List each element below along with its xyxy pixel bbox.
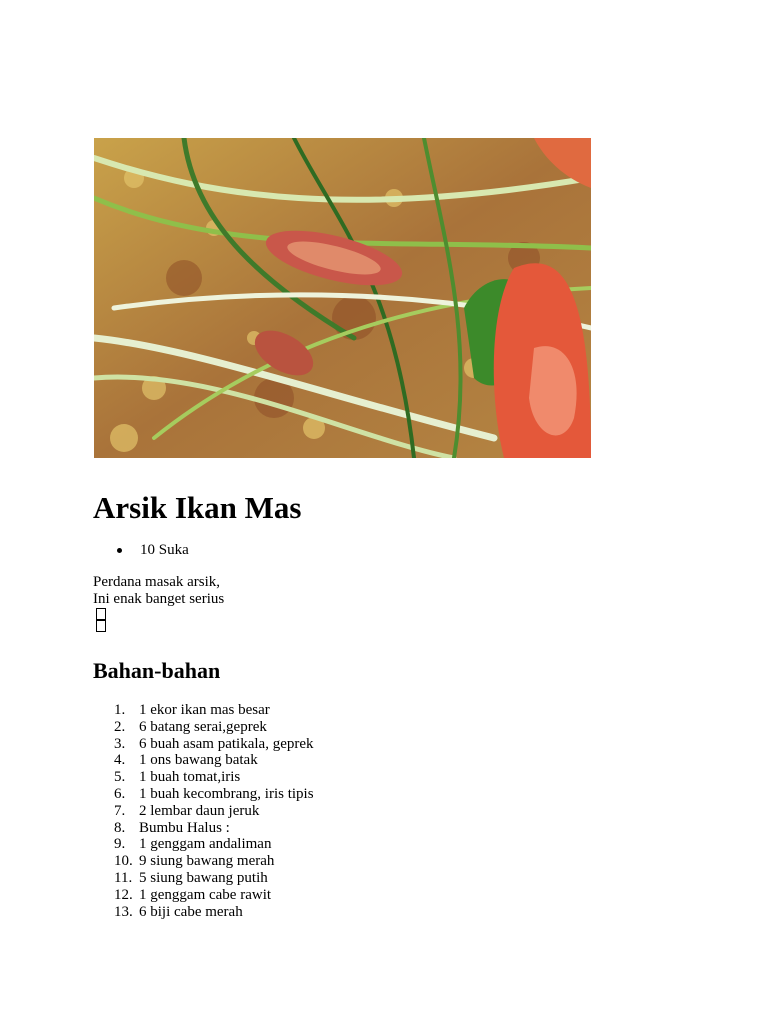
ingredient-text: 5 siung bawang putih [139,869,268,886]
ingredient-text: 1 ekor ikan mas besar [139,702,270,718]
description-line-2: Ini enak banget serius [93,591,224,632]
ingredient-number: 10. [114,853,133,870]
ingredient-text: 1 buah tomat,iris [139,769,241,786]
ingredient-item [114,836,314,853]
ingredient-number: 9. [114,836,126,853]
ingredient-number: 4. [114,752,126,769]
ingredient-number: 7. [114,802,126,819]
missing-glyph-icon [96,620,106,632]
ingredient-item [114,820,314,837]
ingredient-number: 2. [114,718,126,735]
ingredient-item [114,904,314,921]
ingredients-heading: Bahan-bahan [93,658,221,683]
ingredient-number: 5. [114,769,126,786]
recipe-photo [94,138,591,458]
ingredient-text: 6 buah asam patikala, geprek [139,735,314,752]
ingredient-item [114,769,314,786]
ingredient-item [114,736,314,753]
likes-count[interactable]: 10 Suka [114,541,189,559]
ingredient-number: 6. [114,785,126,802]
recipe-title: Arsik Ikan Mas [93,490,302,525]
ingredient-item [114,786,314,803]
description-line-1: Perdana masak arsik, [93,574,221,590]
likes-list [114,541,189,559]
ingredient-text: 1 genggam cabe rawit [139,886,272,903]
ingredient-text: Bumbu Halus : [139,819,230,836]
ingredient-item [114,853,314,870]
ingredient-number: 12. [114,886,133,903]
ingredient-number: 11. [114,869,133,886]
ingredient-item [114,702,314,719]
ingredient-number: 1. [114,702,126,718]
ingredient-text: 1 genggam andaliman [139,836,272,853]
ingredient-item [114,752,314,769]
ingredient-text: 1 ons bawang batak [139,752,258,769]
ingredient-number: 3. [114,735,126,752]
ingredient-item [114,887,314,904]
ingredient-text: 6 batang serai,geprek [139,718,267,735]
ingredient-text: 1 buah kecombrang, iris tipis [139,785,314,802]
ingredients-list [114,702,314,920]
ingredient-item [114,803,314,820]
ingredient-text: 9 siung bawang merah [139,853,275,870]
ingredient-item [114,870,314,887]
recipe-description [93,574,224,632]
missing-glyph-icon [96,608,106,620]
dish-photo-illustration [94,138,591,458]
ingredient-number: 13. [114,903,133,920]
ingredient-number: 8. [114,819,126,836]
ingredient-item [114,719,314,736]
ingredient-text: 2 lembar daun jeruk [139,802,260,819]
ingredient-text: 6 biji cabe merah [139,903,243,920]
